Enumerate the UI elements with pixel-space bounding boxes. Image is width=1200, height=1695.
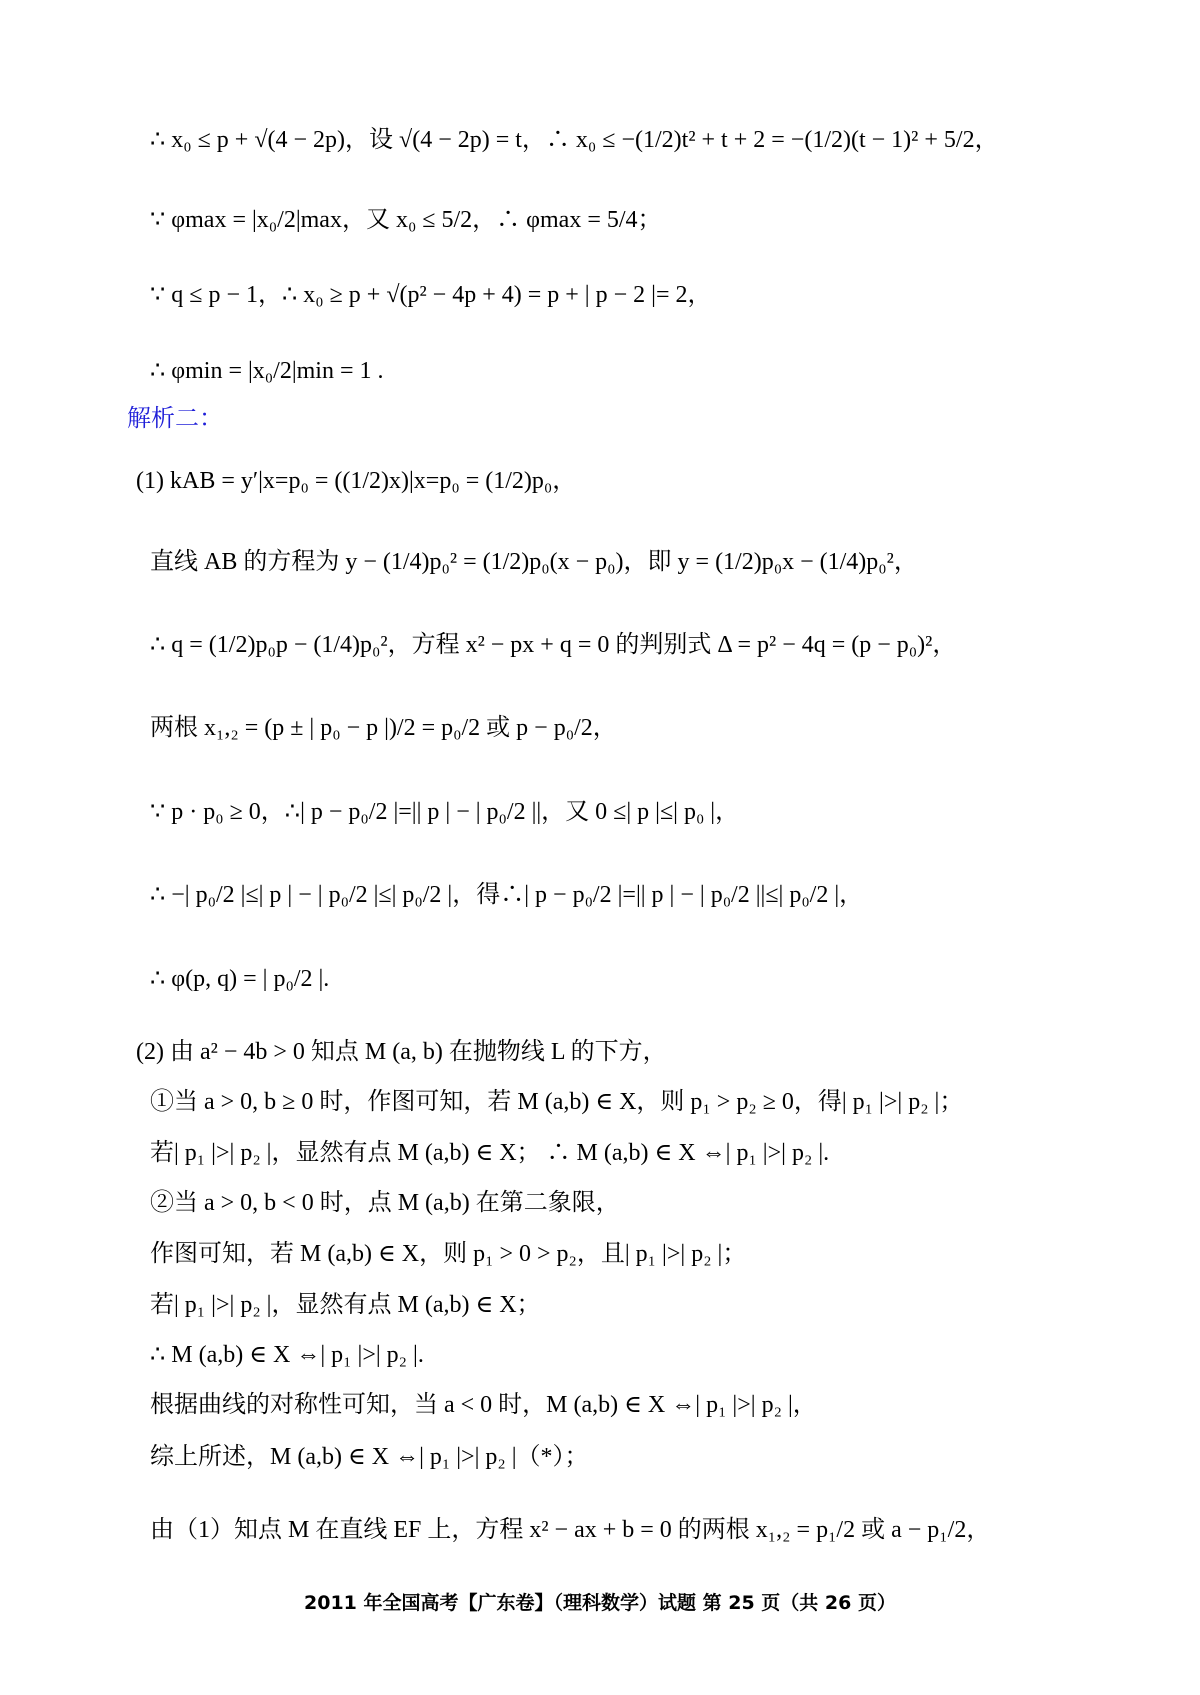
inequality-chain-line: ∴ −| p₀/2 |≤| p | − | p₀/2 |≤| p₀/2 |，得∴| p − p₀/2 |=|| p | − | p₀/2 ||≤| p₀/2 |， xyxy=(150,882,864,908)
line-ab-equation: 直线 AB 的方程为 y − (1/4)p₀² = (1/2)p₀(x − p₀)，即 y = (1/2)p₀x − (1/4)p₀²， xyxy=(150,549,918,575)
case-1-line: ①当 a > 0, b ≥ 0 时，作图可知，若 M (a,b) ∈ X，则 p₁ > p₂ ≥ 0，得| p₁ |>| p₂ |； xyxy=(150,1089,964,1115)
case-2-intro: ②当 a > 0, b < 0 时，点 M (a,b) 在第二象限， xyxy=(150,1190,620,1216)
case-2-conclusion: ∴ M (a,b) ∈ X ⇔| p₁ |>| p₂ |. xyxy=(150,1342,424,1368)
summary-line: 综上所述，M (a,b) ∈ X ⇔| p₁ |>| p₂ |（*）； xyxy=(150,1444,589,1470)
discriminant-line: ∴ q = (1/2)p₀p − (1/4)p₀²，方程 x² − px + q = 0 的判别式 Δ = p² − 4q = (p − p₀)²， xyxy=(150,632,957,658)
solution-line-1: ∴ x₀ ≤ p + √(4 − 2p)，设 √(4 − 2p) = t，∴ x₀ ≤ −(1/2)t² + t + 2 = −(1/2)(t − 1)² + 5/2， xyxy=(150,127,999,153)
case-2-converse: 若| p₁ |>| p₂ |，显然有点 M (a,b) ∈ X； xyxy=(150,1292,541,1318)
abs-value-line: ∵ p · p₀ ≥ 0，∴| p − p₀/2 |=|| p | − | p₀/2 ||，又 0 ≤| p |≤| p₀ |， xyxy=(150,799,740,825)
line-ef-roots: 由（1）知点 M 在直线 EF 上，方程 x² − ax + b = 0 的两根 x₁,₂ = p₁/2 或 a − p₁/2， xyxy=(150,1517,991,1543)
solution-line-3: ∵ q ≤ p − 1，∴ x₀ ≥ p + √(p² − 4p + 4) = p + | p − 2 |= 2， xyxy=(150,282,712,308)
part-2-intro: (2) 由 a² − 4b > 0 知点 M (a, b) 在抛物线 L 的下方， xyxy=(136,1039,667,1065)
solution-line-2: ∵ φmax = |x₀/2|max，又 x₀ ≤ 5/2，∴ φmax = 5/4； xyxy=(150,207,662,233)
phi-result-line: ∴ φ(p, q) = | p₀/2 |. xyxy=(150,966,330,992)
page-footer: 2011 年全国高考【广东卷】（理科数学）试题 第 25 页（共 26 页） xyxy=(304,1592,896,1614)
symmetry-line: 根据曲线的对称性可知，当 a < 0 时，M (a,b) ∈ X ⇔| p₁ |>| p₂ |， xyxy=(150,1392,817,1418)
section-heading-method-two: 解析二： xyxy=(127,406,223,432)
case-1-conclusion: 若| p₁ |>| p₂ |，显然有点 M (a,b) ∈ X； ∴ M (a,b) ∈ X ⇔| p₁ |>| p₂ |. xyxy=(150,1140,830,1166)
part-1-slope: (1) kAB = y′|x=p₀ = ((1/2)x)|x=p₀ = (1/2)p₀， xyxy=(136,468,577,494)
case-2-line: 作图可知，若 M (a,b) ∈ X，则 p₁ > 0 > p₂，且| p₁ |>| p₂ |； xyxy=(150,1241,747,1267)
solution-line-4: ∴ φmin = |x₀/2|min = 1 . xyxy=(150,358,384,384)
roots-line: 两根 x₁,₂ = (p ± | p₀ − p |)/2 = p₀/2 或 p − p₀/2， xyxy=(150,715,617,741)
